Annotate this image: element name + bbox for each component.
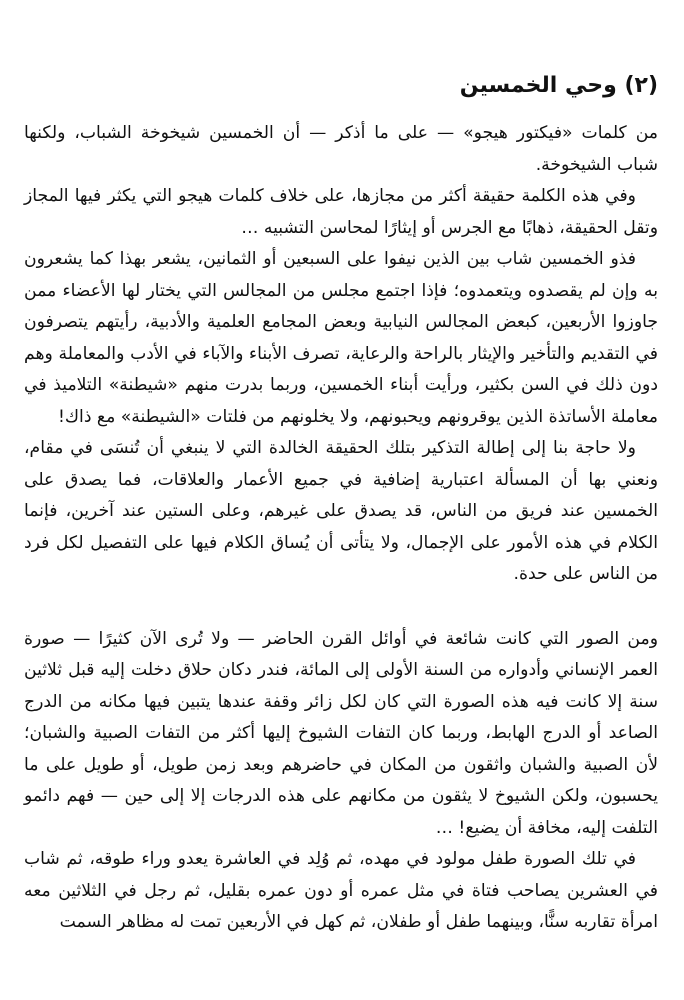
document-page <box>24 66 658 939</box>
paragraph-age-picture: ومن الصور التي كانت شائعة في أوائل القرن الحاضر — ولا تُرى الآن كثيرًا — صورة العمر الإنساني وأدواره من السنة الأولى إلى المائة، فندر دكان حلاق دخلت إليه قبل ثلاثين سنة إلا كانت فيه هذه الصورة التي كان لكل زائر وقفة عندها يتبين فيها مكانه من الدرج الصاعد أو الدرج الهابط، وربما كان التفات الشيوخ إليها أكثر من التفات الصبية والشبان؛ لأن الصبية والشبان واثقون من المكان في حاضرهم وبعد زمن طويل، أو طويل على ما يحسبون، ولكن الشيوخ لا يثقون من مكانهم على هذه الدرجات إلا إلى حين — فهم دائمو التلفت إليه، مخافة أن يضيع! … <box>24 628 658 838</box>
paragraph-relative-ages: ولا حاجة بنا إلى إطالة التذكير بتلك الحقيقة الخالدة التي لا ينبغي أن تُنسَى في مقام، ونعني بها أن المسألة اعتبارية إضافية في جميع الأعمار والعلاقات، فما يصدق على الخمسين عند فريق من الناس، قد يصدق على غيرهم، وعلى الستين عند آخرين، فإنما الكلام في هذه الأمور على الإجمال، ولا يتأتى أن يُساق الكلام فيها على التفصيل لكل فرد من الناس على حدة. <box>24 438 658 584</box>
paragraph-truth-metaphor: وفي هذه الكلمة حقيقة أكثر من مجازها، على خلاف كلمات هيجو التي يكثر فيها المجاز وتقل الحقيقة، ذهابًا مع الجرس أو إيثارًا لمحاسن التشبيه … <box>24 186 658 238</box>
paragraph-hugo-quote: من كلمات «فيكتور هيجو» — على ما أذكر — أن الخمسين شيخوخة الشباب، ولكنها شباب الشيخوخة. <box>24 123 658 175</box>
section-heading: (٢) وحي الخمسين <box>459 73 658 98</box>
paragraph-picture-stages: في تلك الصورة طفل مولود في مهده، ثم وُلِد في العاشرة يعدو وراء طوقه، ثم شاب في العشرين يصاحب فتاة في مثل عمره أو دون عمره بقليل، ثم رجل في الثلاثين معه امرأة تقاربه سنًّا، وبينهما طفل أو طفلان، ثم كهل في الأربعين تمت له مظاهر السمت <box>24 849 658 932</box>
paragraph-gap <box>24 591 658 624</box>
paragraph-fifty-among-elders: فذو الخمسين شاب بين الذين نيفوا على السبعين أو الثمانين، يشعر بهذا كما يشعرون به وإن لم يقصدوه ويتعمدوه؛ فإذا اجتمع مجلس من المجالس التي يختار لها الأعضاء ممن جاوزوا الأربعين، كبعض المجالس النيابية وبعض المجامع العلمية والأدبية، رأيتهم يتصرفون في التقديم والتأخير والإيثار بالراحة والرعاية، تصرف الأبناء والآباء في الأدب والمعاملة وهم دون ذلك في السن بكثير، ورأيت أبناء الخمسين، وربما بدرت منهم «شيطنة» التلاميذ في معاملة الأساتذة الذين يوقرونهم ويحبونهم، ولا يخلونهم من فلتات «الشيطنة» مع ذاك! <box>24 249 658 427</box>
